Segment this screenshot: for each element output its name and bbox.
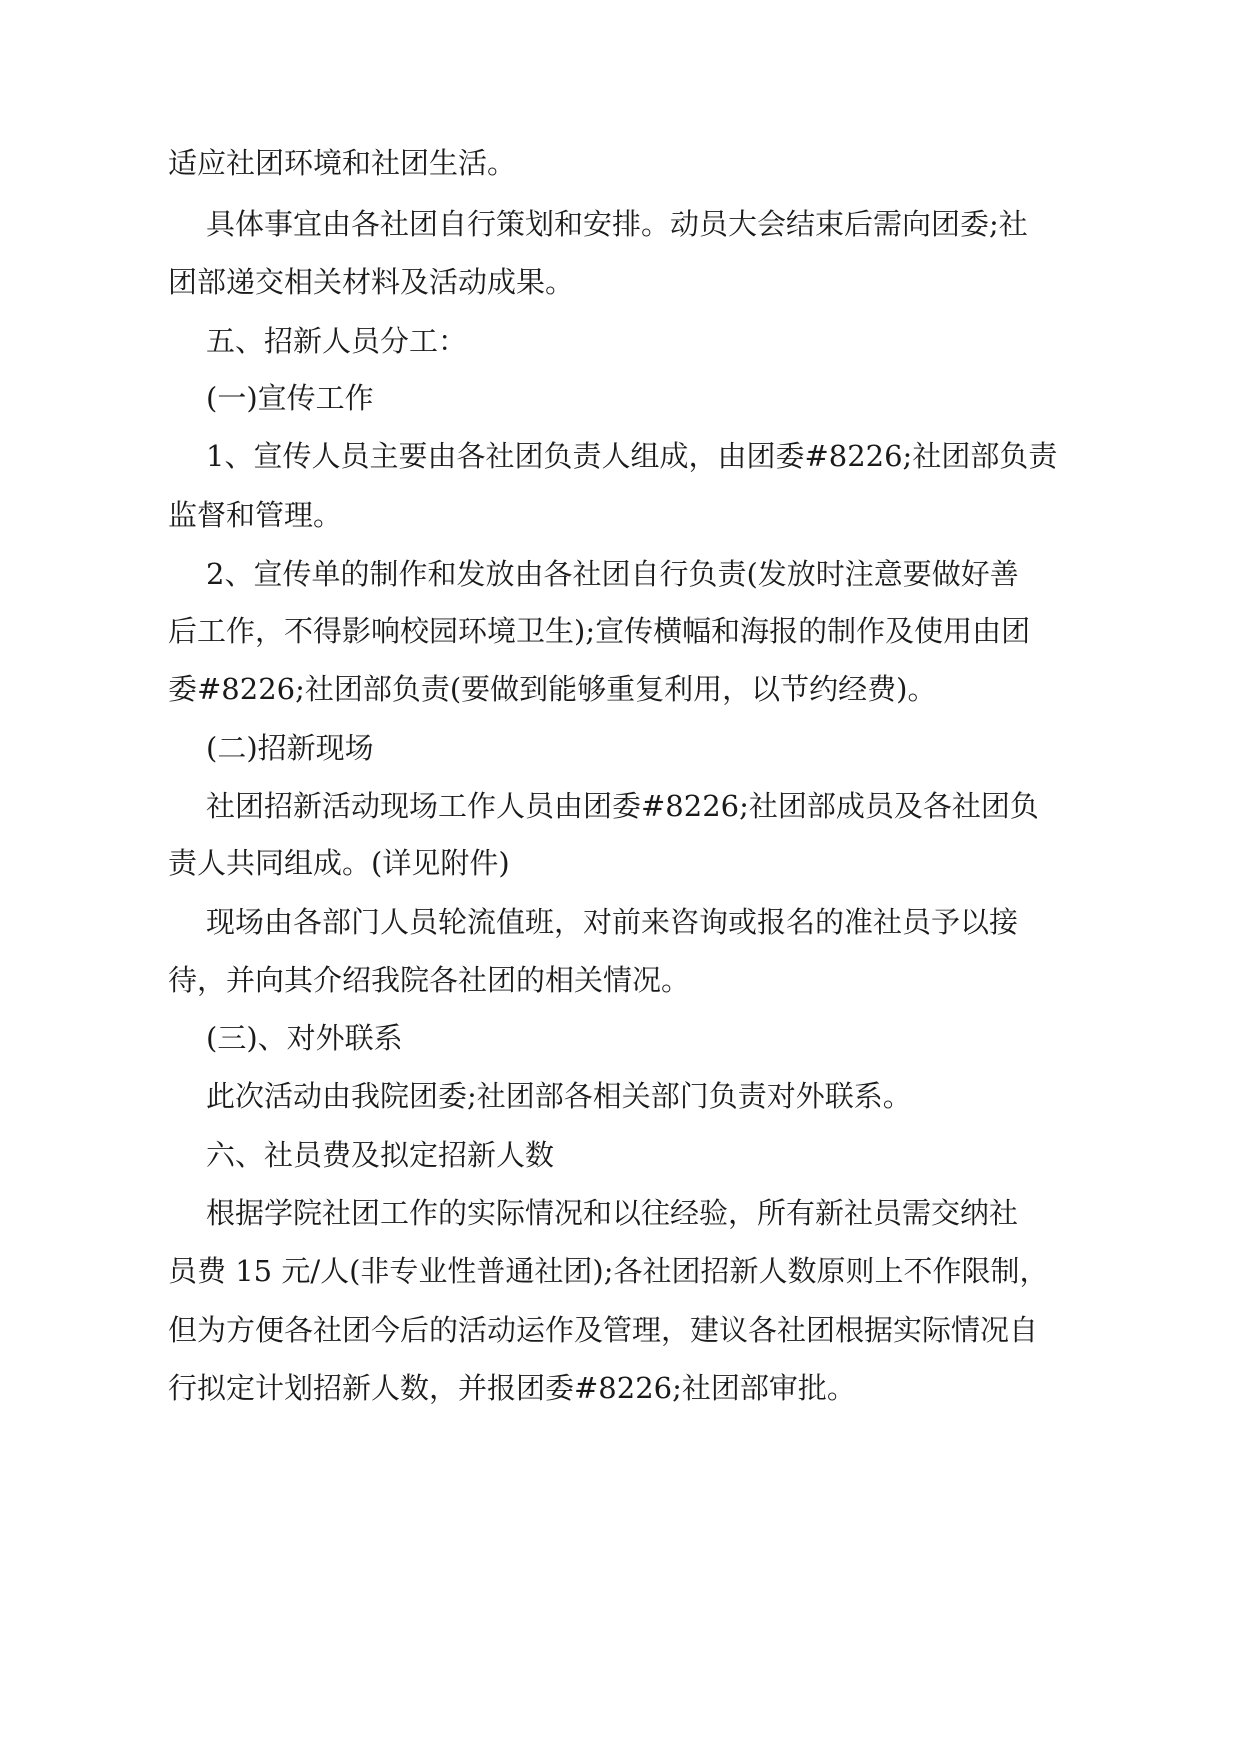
text-line: 责人共同组成。(详见附件) (168, 846, 510, 880)
section-heading: 五、招新人员分工： (206, 324, 468, 358)
text-line: 现场由各部门人员轮流值班，对前来咨询或报名的准社员予以接 (206, 905, 1019, 939)
text-line: 待，并向其介绍我院各社团的相关情况。 (168, 963, 691, 997)
subsection-heading: (二)招新现场 (206, 731, 374, 765)
text-line: 行拟定计划招新人数，并报团委#8226;社团部审批。 (168, 1371, 856, 1405)
text-line: 后工作，不得影响校园环境卫生);宣传横幅和海报的制作及使用由团 (168, 614, 1031, 648)
text-line: 团部递交相关材料及活动成果。 (168, 265, 575, 299)
text-line: 监督和管理。 (168, 498, 343, 532)
text-line: 此次活动由我院团委;社团部各相关部门负责对外联系。 (206, 1079, 912, 1113)
subsection-heading: (一)宣传工作 (206, 381, 374, 415)
text-line: 委#8226;社团部负责(要做到能够重复利用，以节约经费)。 (168, 672, 937, 706)
text-line: 2、宣传单的制作和发放由各社团自行负责(发放时注意要做好善 (206, 557, 1019, 591)
section-heading: 六、社员费及拟定招新人数 (206, 1138, 555, 1172)
text-line: 社团招新活动现场工作人员由团委#8226;社团部成员及各社团负 (206, 789, 1039, 823)
text-line: 员费 15 元/人(非专业性普通社团);各社团招新人数原则上不作限制， (168, 1254, 1049, 1288)
text-line: 但为方便各社团今后的活动运作及管理，建议各社团根据实际情况自 (168, 1313, 1039, 1347)
subsection-heading: (三)、对外联系 (206, 1021, 403, 1055)
text-line: 适应社团环境和社团生活。 (168, 146, 517, 180)
text-line: 具体事宜由各社团自行策划和安排。动员大会结束后需向团委;社 (206, 207, 1028, 241)
text-line: 根据学院社团工作的实际情况和以往经验，所有新社员需交纳社 (206, 1196, 1019, 1230)
text-line: 1、宣传人员主要由各社团负责人组成，由团委#8226;社团部负责 (206, 439, 1058, 473)
